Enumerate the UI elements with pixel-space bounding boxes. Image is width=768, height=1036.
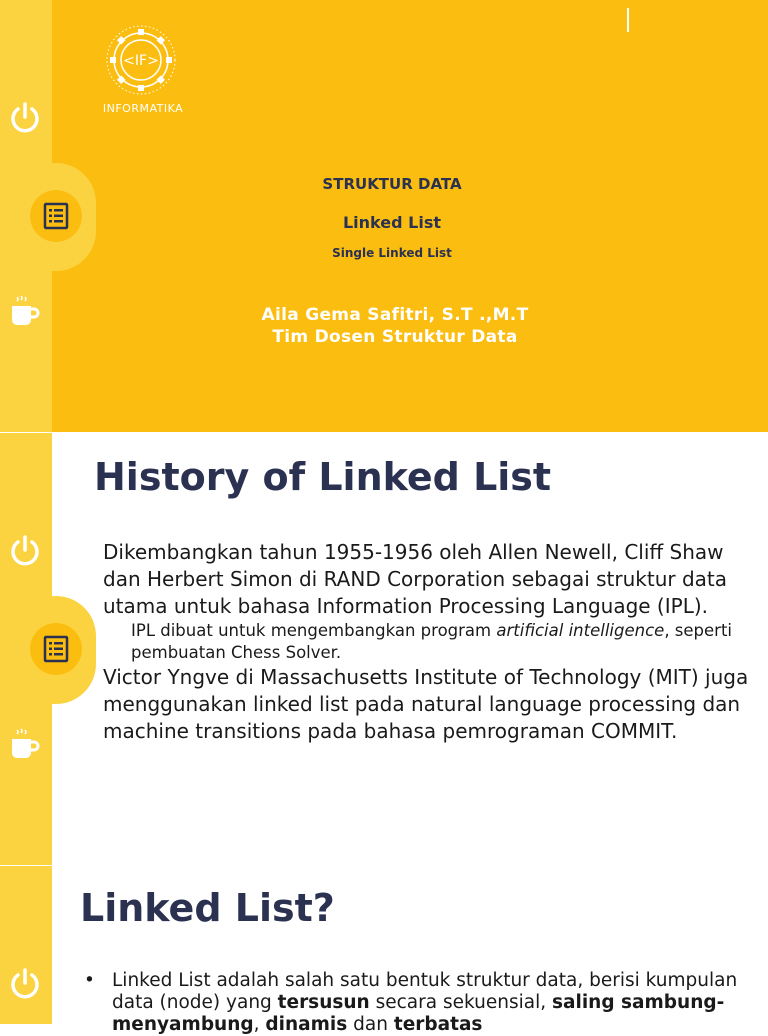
- sub-paragraph: IPL dibuat untuk mengembangkan program artificial intelligence, seperti pembuatan Chess Solver.: [131, 621, 733, 662]
- logo-label: INFORMATIKA: [102, 102, 184, 115]
- bullet-text: Linked List adalah salah satu bentuk struktur data, berisi kumpulan data (node) yang tersusun secara sekuensial, saling sambung-menyambung, dinamis dan terbatas: [112, 970, 738, 1035]
- power-icon[interactable]: [7, 100, 43, 136]
- paragraph-2: Victor Yngve di Massachusetts Institute of Technology (MIT) juga menggunakan linked list pada natural language processing dan machine transitions pada bahasa pemrograman COMMIT.: [103, 665, 749, 743]
- svg-text:<IF>: <IF>: [123, 53, 159, 69]
- bullet-dot: •: [84, 970, 95, 991]
- bullet-item: [84, 970, 754, 1036]
- subtopic-title: Single Linked List: [332, 246, 452, 260]
- title-slide: [0, 0, 768, 432]
- slide-body: [103, 539, 753, 745]
- history-slide: [0, 433, 768, 865]
- list-icon: [42, 635, 70, 663]
- list-icon-active[interactable]: [30, 623, 82, 675]
- power-icon[interactable]: [7, 533, 43, 569]
- divider: [627, 8, 629, 32]
- definition-slide: [0, 866, 768, 1035]
- slide-title: History of Linked List: [94, 455, 552, 499]
- course-title: STRUKTUR DATA: [322, 175, 462, 193]
- author-name: Aila Gema Safitri, S.T .,M.T: [261, 305, 529, 325]
- slide-title: Linked List?: [80, 886, 335, 930]
- paragraph-1: Dikembangkan tahun 1955-1956 oleh Allen Newell, Cliff Shaw dan Herbert Simon di RAND Corporation sebagai struktur data utama untuk bahasa Information Processing Language (IPL).: [103, 540, 728, 618]
- informatika-logo: [96, 22, 190, 115]
- topic-title: Linked List: [342, 213, 441, 232]
- coffee-icon[interactable]: [7, 294, 43, 330]
- team-name: Tim Dosen Struktur Data: [272, 327, 518, 347]
- power-icon[interactable]: [7, 966, 43, 1002]
- emphasis-text: artificial intelligence: [496, 621, 665, 640]
- coffee-icon[interactable]: [7, 727, 43, 763]
- gear-logo-icon: [96, 22, 190, 100]
